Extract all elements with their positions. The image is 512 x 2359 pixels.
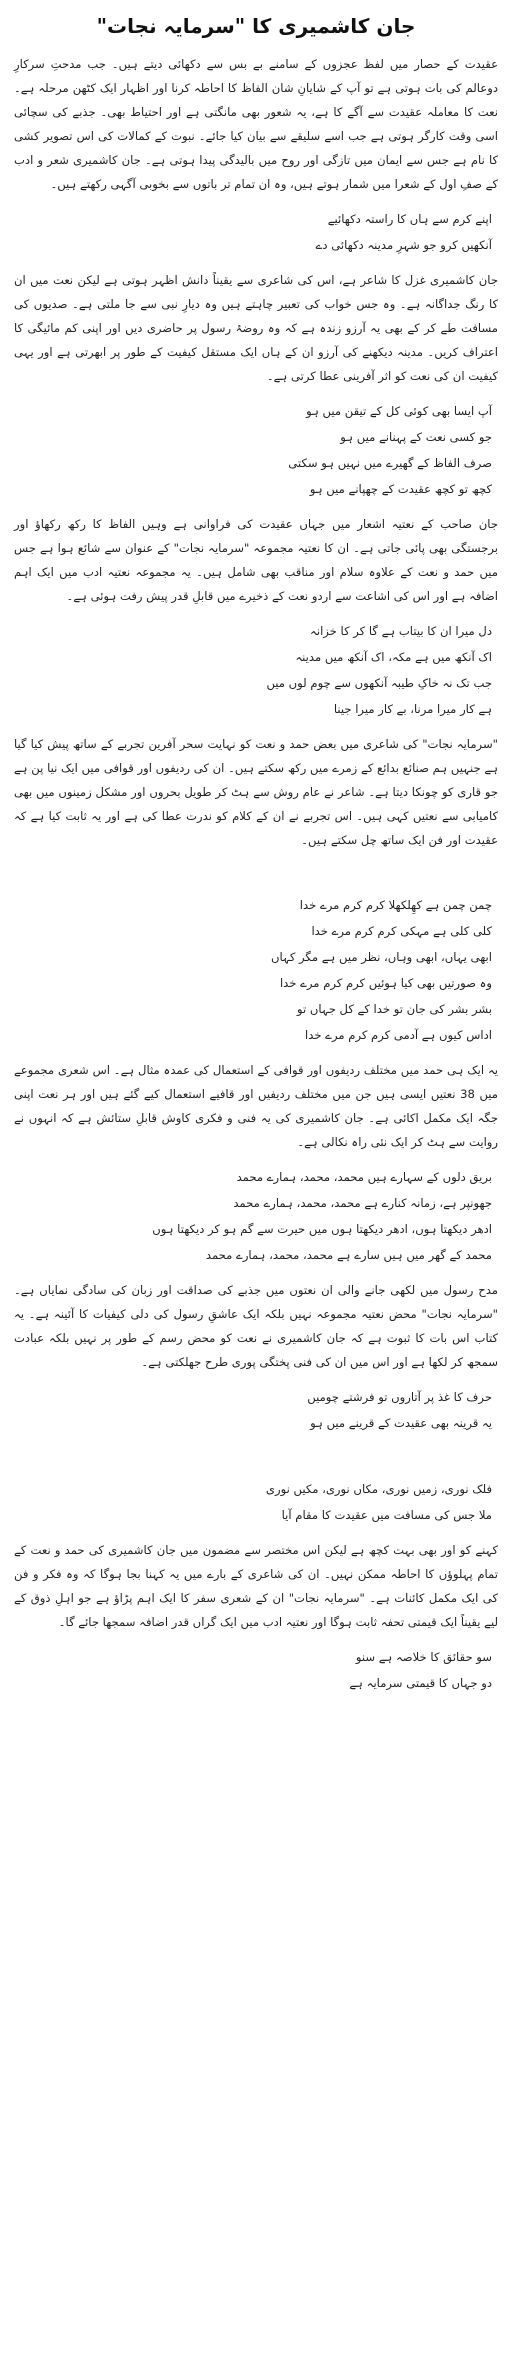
verse-line: اداس کیوں ہے آدمی کرم کرم مرے خدا (305, 1028, 492, 1042)
article-paragraph: عقیدت کے حصار میں لفظ عجزوں کے سامنے بے بس سے دکھائی دیتے ہیں۔ جب مدحتِ سرکارِ دوعالم کی بات ہوتی ہے تو آپ کے شایانِ شان الفاظ کا احاطہ کرنا اور اظہار ایک کٹھن مرحلہ ہے۔ نعت کا معاملہ عقیدت سے آگے کا ہے، یہ شعور بھی مانگتی ہے اور احتیاط بھی۔ جذبے کی سچائی اسی وقت کارگر ہوتی ہے جب اسے سلیقے سے بیان کیا جائے۔ نبوت کے کمالات کی اس تصویر کشی کا نام ہے جس سے ایمان میں تازگی اور روح میں بالیدگی پیدا ہوتی ہے۔ جان کاشمیری شعر و ادب کے صفِ اول کے شعرا میں شمار ہوتے ہیں، وہ ان تمام تر باتوں سے بخوبی آگہی رکھتے ہیں۔ (14, 57, 498, 191)
verse-line: آپ ایسا بھی کوئی کل کے تیقن میں ہو (306, 404, 492, 418)
section-gap (14, 862, 498, 892)
verse-block (14, 398, 498, 502)
article-paragraph: یہ ایک ہی حمد میں مختلف ردیفوں اور قوافی کے استعمال کی عمدہ مثال ہے۔ اس شعری مجموعے میں 38 نعتیں ایسی ہیں جن میں مختلف ردیفیں اور قافیے استعمال کیے گئے ہیں اور ہر نعت اپنی جگہ ایک مکمل اکائی ہے۔ جان کاشمیری کی یہ فنی و فکری کاوش قابلِ ستائش ہے کہ انہوں نے روایت سے ہٹ کر ایک نئی راہ نکالی ہے۔ (14, 1063, 498, 1149)
verse-line: اپنے کرم سے ہاں کا راستہ دکھائیے (327, 212, 492, 226)
verse-line: جو کسی نعت کے پہنانے میں ہو (340, 430, 492, 444)
article-paragraph: جان کاشمیری غزل کا شاعر ہے، اس کی شاعری سے یقیناً دانش اظہر ہوتی ہے لیکن نعت میں ان کا رنگ جداگانہ ہے۔ وہ جس خواب کی تعبیر چاہتے ہیں وہ دیارِ نبی سے جا ملتی ہے۔ صدیوں کی مسافت طے کر کے بھی یہ آرزو زندہ ہے کہ وہ روضۂ رسول پر حاضری دیں اور اپنی کم مائیگی کا اعتراف کریں۔ مدینہ دیکھنے کی آرزو ان کے ہاں ایک مستقل کیفیت کے طور پر ابھرتی ہے اور یہی کیفیت ان کی نعت کو اثر آفرینی عطا کرتی ہے۔ (14, 273, 498, 383)
verse-line: یہ قرینہ بھی عقیدت کے قرینے میں ہو (310, 1416, 492, 1430)
verse-line: جب تک نہ خاکِ طیبہ آنکھوں سے چوم لوں میں (266, 676, 492, 690)
verse-line: بریق دلوں کے سہارے ہیں محمد، محمد، ہمارے محمد (236, 1170, 492, 1184)
verse-line: فلک نوری، زمیں نوری، مکاں نوری، مکیں نوری (265, 1482, 492, 1496)
verse-line: آنکھیں کرو جو شہرِ مدینہ دکھائی دے (315, 238, 492, 252)
verse-line: ابھی یہاں، ابھی وہاں، نظر میں ہے مگر کہاں (270, 950, 492, 964)
verse-line: صرف الفاظ کے گھیرے میں نہیں ہو سکتی (288, 456, 492, 470)
article-title: جان کاشمیری کا "سرمایہ نجات" (96, 14, 416, 38)
verse-line: حرف کا غذ پر آتاروں تو فرشتے چومیں (307, 1390, 492, 1404)
verse-line: چمن چمن ہے کھِلکھلا کرم کرم مرے خدا (299, 898, 492, 912)
verse-block (14, 892, 498, 1048)
verse-block (14, 1164, 498, 1268)
verse-line: اک آنکھ میں ہے مکہ، اک آنکھ میں مدینہ (295, 650, 492, 664)
verse-line: ہے کار میرا مرنا، بے کار میرا جینا (333, 702, 492, 716)
article-body (14, 52, 498, 1696)
verse-line: دل میرا ان کا بیتاب ہے گا کر کا خزانہ (310, 624, 492, 638)
verse-block (14, 1644, 498, 1696)
article-paragraph: مدح رسول میں لکھی جانے والی ان نعتوں میں جذبے کی صداقت اور زبان کی سادگی نمایاں ہے۔ "سرمایہ نجات" محض نعتیہ مجموعہ نہیں بلکہ ایک عاشقِ رسول کی دلی کیفیات کا آئینہ ہے۔ یہ کتاب اس بات کا ثبوت ہے کہ جان کاشمیری نے نعت کو محض رسم کے طور پر نہیں بلکہ عبادت سمجھ کر لکھا ہے اور اس میں ان کی فنی پختگی پوری طرح جھلکتی ہے۔ (14, 1283, 498, 1369)
verse-line: محمد کے گھر میں ہیں سارے ہے محمد، محمد، ہمارے محمد (205, 1248, 492, 1262)
verse-line: جھونپر ہے، زمانہ کنارے ہے محمد، محمد، ہمارے محمد (233, 1196, 492, 1210)
verse-line: ملا جس کی مسافت میں عقیدت کا مقام آیا (281, 1508, 492, 1522)
article-paragraph: کہنے کو اور بھی بہت کچھ ہے لیکن اس مختصر سے مضمون میں جان کاشمیری کی حمد و نعت کے تمام پہلوؤں کا احاطہ ممکن نہیں۔ ان کی شاعری کے بارے میں یہ کہنا بجا ہوگا کہ وہ فکر و فن کی ایک مکمل کائنات ہے۔ "سرمایہ نجات" ان کے شعری سفر کا ایک اہم پڑاؤ ہے جو اہلِ ذوق کے لیے یقیناً ایک قیمتی تحفہ ثابت ہوگا اور نعتیہ ادب میں ایک گراں قدر اضافہ سمجھا جائے گا۔ (14, 1543, 498, 1629)
article-paragraph: جان صاحب کے نعتیہ اشعار میں جہاں عقیدت کی فراوانی ہے وہیں الفاظ کا رکھ رکھاؤ اور برجستگی بھی پائی جاتی ہے۔ ان کا نعتیہ مجموعہ "سرمایہ نجات" کے عنوان سے شائع ہوا ہے جس میں حمد و نعت کے علاوہ سلام اور مناقب بھی شامل ہیں۔ یہ مجموعہ نعتیہ ادب میں ایک اہم اضافہ ہے اور اس کی اشاعت سے اردو نعت کے ذخیرے میں قابلِ قدر پیش رفت ہوئی ہے۔ (14, 517, 498, 603)
verse-line: وہ صورتیں بھی کیا ہوئیں کرم کرم مرے خدا (279, 976, 492, 990)
verse-block (14, 618, 498, 722)
verse-line: کلی کلی ہے مہکی کرم کرم مرے خدا (311, 924, 492, 938)
verse-line: کچھ تو کچھ عقیدت کے چھپانے میں ہو (309, 482, 492, 496)
verse-block (14, 1384, 498, 1436)
verse-line: بشر بشر کی جان تو خدا کے کل جہاں تو (296, 1002, 492, 1016)
article-paragraph: "سرمایہ نجات" کی شاعری میں بعض حمد و نعت کو نہایت سحر آفرین تجربے کے ساتھ پیش کیا گیا ہے جنہیں ہم صنائع بدائع کے زمرے میں رکھ سکتے ہیں۔ ان کی ردیفوں اور قوافی میں ایک نیا پن ہے جو قاری کو چونکا دیتا ہے۔ شاعر نے عام روش سے ہٹ کر طویل بحروں اور مشکل زمینوں میں بھی کامیابی سے نعتیں کہی ہیں۔ اس تجربے نے ان کے کلام کو ندرت عطا کی ہے اور یہ ثابت کیا ہے کہ عقیدت اور فن ایک ساتھ چل سکتے ہیں۔ (14, 737, 498, 847)
section-gap (14, 1446, 498, 1476)
verse-block (14, 206, 498, 258)
verse-line: ادھر دیکھتا ہوں، ادھر دیکھتا ہوں میں حیرت سے گم ہو کر دیکھتا ہوں (152, 1222, 492, 1236)
verse-line: دو جہاں کا قیمتی سرمایہ ہے (349, 1676, 492, 1690)
verse-line: سو حقائق کا خلاصہ ہے سنو (355, 1650, 492, 1664)
verse-block (14, 1476, 498, 1528)
